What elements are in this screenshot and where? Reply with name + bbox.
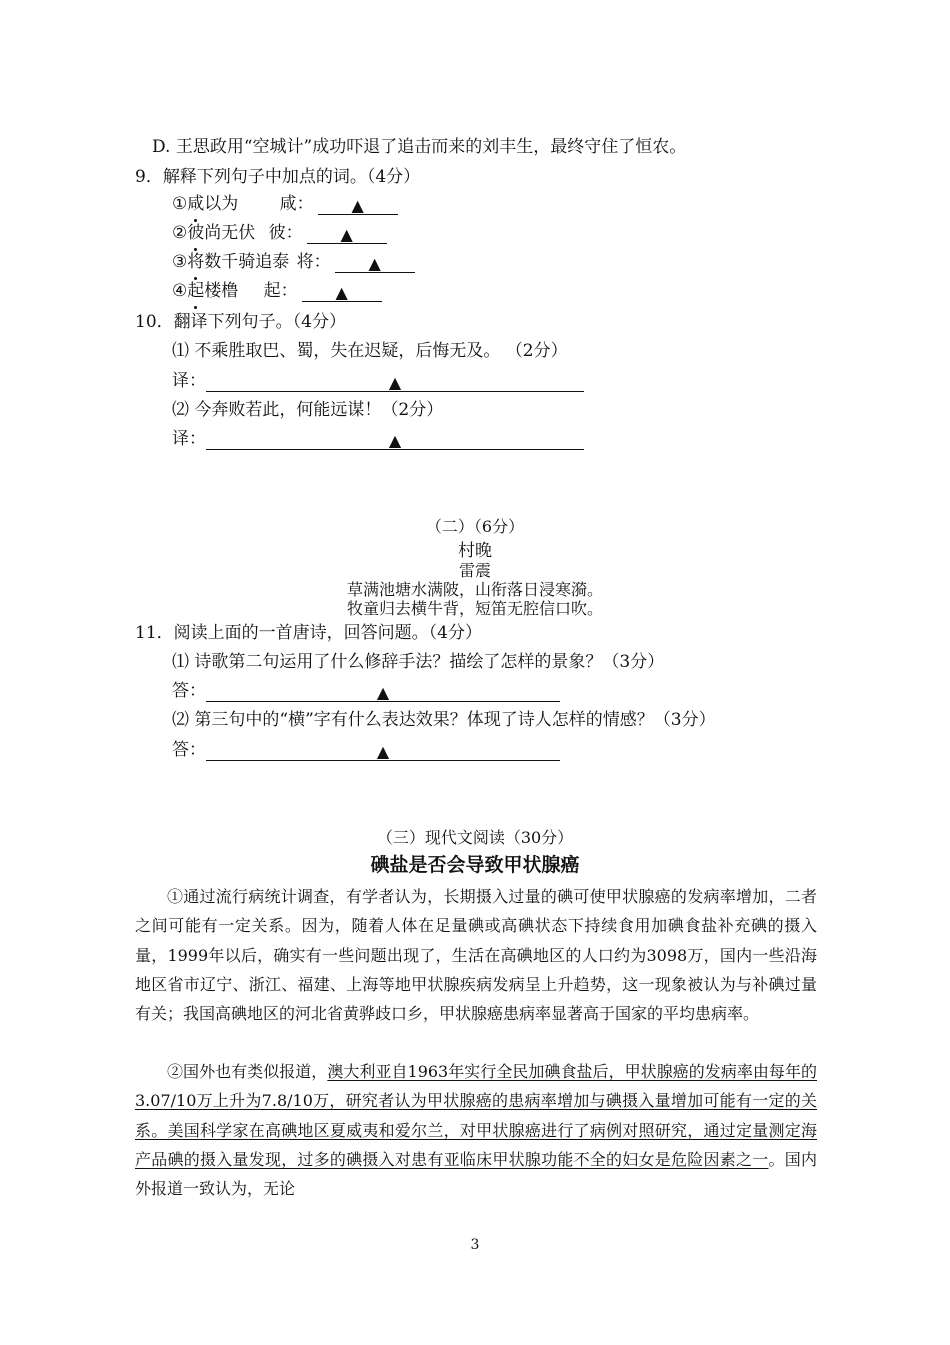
underlined-passage: 澳大利亚自1963年实行全民加碘食盐后，甲状腺癌的发病率由每年的3.07/10万上升为7.8/10万，研究者认为甲状腺癌的患病率增加与碘摄入量增加可能有一定的关系。美国科学家在高碘地区夏威夷和爱尔兰，对甲状腺癌进行了病例对照研究，通过定量测定海产品碘的摄入量发现，过多的碘摄入对患有亚临床甲状腺功能不全的妇女是危险因素之一 — [135, 1062, 817, 1169]
q9-item-3: ③将数千骑追泰 将： ▲ — [172, 251, 415, 273]
q10-answer-1: 译： ▲ — [172, 370, 584, 392]
essay-title: 碘盐是否会导致甲状腺癌 — [370, 854, 580, 876]
poem-line: 草满池塘水满陂，山衔落日浸寒漪。 — [346, 580, 603, 599]
dotted-word: 将 — [187, 252, 205, 272]
answer-blank[interactable]: ▲ — [335, 252, 415, 273]
essay-paragraph-1: ①通过流行病统计调查，有学者认为，长期摄入过量的碘可使甲状腺癌的发病率增加，二者之间可能有一定关系。因为，随着人体在足量碘或高碘状态下持续食用加碘食盐补充碘的摄入量，1999年以后，确实有一些问题出现了，生活在高碘地区的人口约为3098万，国内一些沿海地区省市辽宁、浙江、福建、上海等地甲状腺疾病发病呈上升趋势，这一现象被认为与补碘过量有关；我国高碘地区的河北省黄骅歧口乡，甲状腺癌患病率显著高于国家的平均患病率。 — [135, 887, 817, 1024]
q11-answer-2: 答： ▲ — [172, 739, 560, 761]
section2-heading: （二）（6分） — [425, 517, 525, 536]
answer-line[interactable]: ▲ — [206, 740, 560, 761]
q9-item-4: ④起楼橹 起： ▲ — [172, 280, 382, 302]
dotted-word: 咸 — [187, 194, 205, 214]
answer-blank[interactable]: ▲ — [307, 223, 387, 244]
dotted-word: 彼 — [187, 223, 205, 243]
answer-blank[interactable]: ▲ — [318, 194, 398, 215]
q10-answer-2: 译： ▲ — [172, 428, 584, 450]
answer-line[interactable]: ▲ — [206, 429, 584, 450]
poem-line: 牧童归去横牛背，短笛无腔信口吹。 — [346, 599, 603, 618]
q9-item-1: ①咸以为 咸： ▲ — [172, 193, 398, 215]
q10-sentence-2: ⑵ 今奔败若此，何能远谋！（2分） — [172, 400, 444, 420]
section3-heading: （三）现代文阅读（30分） — [376, 828, 574, 847]
q11-stem: 11．阅读上面的一首唐诗，回答问题。（4分） — [135, 623, 482, 643]
q9-stem: 9．解释下列句子中加点的词。（4分） — [135, 167, 421, 187]
q11-question-2: ⑵ 第三句中的“横”字有什么表达效果？体现了诗人怎样的情感？（3分） — [172, 710, 716, 730]
dotted-word: 起 — [187, 281, 205, 301]
essay-paragraph-2: ②国外也有类似报道，澳大利亚自1963年实行全民加碘食盐后，甲状腺癌的发病率由每年的3.07/10万上升为7.8/10万，研究者认为甲状腺癌的患病率增加与碘摄入量增加可能有一定的关系。美国科学家在高碘地区夏威夷和爱尔兰，对甲状腺癌进行了病例对照研究，通过定量测定海产品碘的摄入量发现，过多的碘摄入对患有亚临床甲状腺功能不全的妇女是危险因素之一。国内外报道一致认为，无论 — [135, 1062, 817, 1199]
answer-blank[interactable]: ▲ — [302, 281, 382, 302]
q10-stem: 10．翻译下列句子。（4分） — [135, 312, 346, 332]
answer-line[interactable]: ▲ — [206, 371, 584, 392]
q10-sentence-1: ⑴ 不乘胜取巴、蜀，失在迟疑，后悔无及。 （2分） — [172, 341, 568, 361]
q9-item-2: ②彼尚无伏 彼： ▲ — [172, 222, 387, 244]
poem-title: 村晚 — [458, 541, 492, 561]
poem-author: 雷震 — [458, 561, 491, 580]
q8-option-d: D. 王思政用“空城计”成功吓退了追击而来的刘丰生，最终守住了恒农。 — [152, 137, 687, 157]
page-number: 3 — [470, 1237, 480, 1253]
q11-answer-1: 答： ▲ — [172, 680, 560, 702]
q11-question-1: ⑴ 诗歌第二句运用了什么修辞手法？描绘了怎样的景象？（3分） — [172, 652, 665, 672]
answer-line[interactable]: ▲ — [206, 681, 560, 702]
